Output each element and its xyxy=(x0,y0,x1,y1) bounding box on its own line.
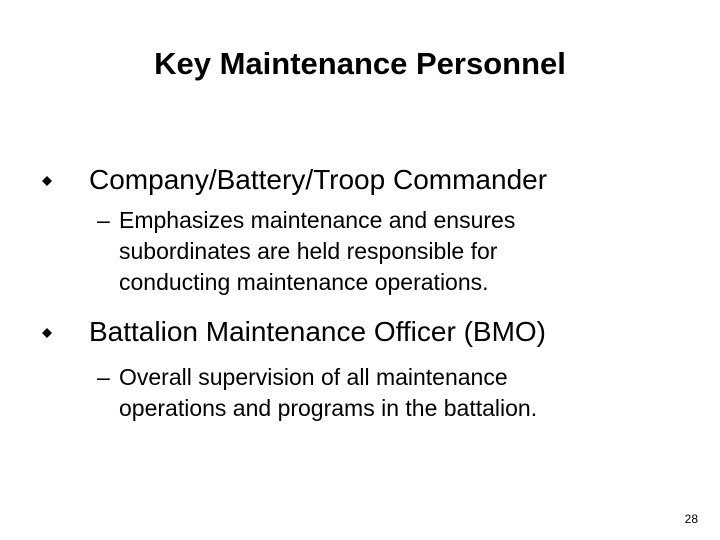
dash-marker: – xyxy=(97,364,110,390)
sub-bullet-line: Overall supervision of all maintenance xyxy=(119,364,508,390)
diamond-bullet-icon xyxy=(40,174,54,188)
dash-marker: – xyxy=(97,207,110,233)
sub-bullet-line: operations and programs in the battalion. xyxy=(119,395,538,421)
bullet-text: Battalion Maintenance Officer (BMO) xyxy=(89,316,547,347)
diamond-bullet-icon xyxy=(40,326,54,340)
bullet-text: Company/Battery/Troop Commander xyxy=(89,164,548,195)
sub-bullet-line: Emphasizes maintenance and ensures xyxy=(119,207,516,233)
page-number: 28 xyxy=(684,512,698,526)
sub-bullet-line: subordinates are held responsible for xyxy=(119,238,498,264)
sub-bullet-line: conducting maintenance operations. xyxy=(119,269,489,295)
slide-title: Key Maintenance Personnel xyxy=(154,46,566,81)
sub-bullet xyxy=(97,205,657,298)
sub-bullet xyxy=(97,362,657,424)
